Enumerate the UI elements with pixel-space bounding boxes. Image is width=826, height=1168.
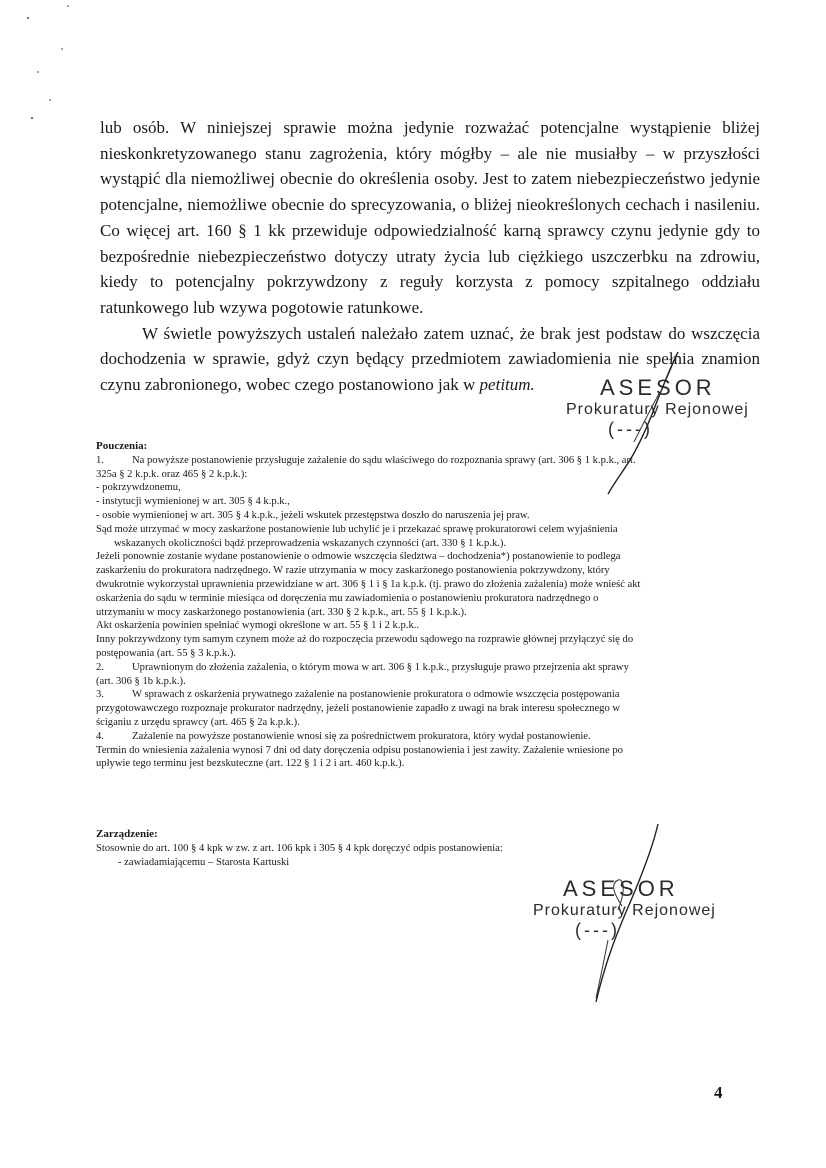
decision-body bbox=[100, 115, 760, 398]
instruction-line: - osobie wymienionej w art. 305 § 4 k.p.k., jeżeli wskutek przestępstwa doszło do naruszenia jej praw. bbox=[96, 509, 530, 521]
instruction-line: oskarżenia do sądu w terminie miesiąca od doręczenia mu zawiadomienia o postanowieniu prokuratora nadrzędnego o bbox=[96, 592, 599, 604]
instruction-line: dwukrotnie wykorzystał uprawnienia przewidziane w art. 306 § 1 i § 1a k.p.k. (tj. prawo do złożenia zażalenia) może wnieść akt bbox=[96, 578, 641, 590]
instruction-line: Sąd może utrzymać w mocy zaskarżone postanowienie lub uchylić je i przekazać sprawę prokuratorowi celem wyjaśnienia bbox=[96, 523, 618, 535]
order-title: Zarządzenie: bbox=[96, 828, 158, 840]
instruction-3: 3. W sprawach z oskarżenia prywatnego zażalenie na postanowienie prokuratora o odmowie wszczęcia postępowania bbox=[96, 689, 620, 701]
paragraph-1: lub osób. W niniejszej sprawie można jedynie rozważać potencjalne wystąpienie bliżej nieskonkretyzowanego stanu zagrożenia, który mógłby – ale nie musiałby – w przyszłości wystąpić dla niemożliwej obecnie do określenia osoby. Jest to zatem niebezpieczeństwo jedynie potencjalne, niemożliwe obecnie do sprecyzowania, o bliżej nieokreślonych cechach i nasileniu. Co więcej art. 160 § 1 kk przewiduje odpowiedzialność karną sprawcy czynu jedynie gdy to bezpośrednie niebezpieczeństwo dotyczy utraty życia lub ciężkiego uszczerbku na zdrowiu, kiedy to potencjalny pokrzywdzony z reguły korzysta z pomocy szpitalnego oddziału ratunkowego lub wzywa pogotowie ratunkowe. bbox=[100, 118, 760, 317]
instruction-line: przygotowawczego rozpoznaje prokurator nadrzędny, jeżeli postanowienie zapadło z uwagi na brak interesu społecznego w bbox=[96, 703, 621, 715]
order-section bbox=[96, 828, 722, 869]
prosecutor-stamp bbox=[566, 375, 749, 440]
instruction-line: wskazanych okoliczności bądź przeprowadzenia wskazanych czynności (art. 330 § 1 k.p.k.). bbox=[114, 537, 507, 549]
stamp-title: ASESOR bbox=[563, 876, 679, 901]
instruction-line: 325a § 2 k.p.k. oraz 465 § 2 k.p.k.): bbox=[96, 468, 248, 480]
stamp-signature-placeholder: (---) bbox=[575, 920, 620, 940]
instruction-line: Jeżeli ponownie zostanie wydane postanowienie o odmowie wszczęcia śledztwa – dochodzenia*) postanowienie to podlega bbox=[96, 551, 621, 563]
instruction-line: Termin do wniesienia zażalenia wynosi 7 dni od daty doręczenia odpisu postanowienia i jest zawity. Zażalenie wniesione po bbox=[96, 744, 623, 756]
order-recipient: - zawiadamiającemu – Starosta Kartuski bbox=[118, 856, 290, 868]
instruction-line: zaskarżeniu do prokuratora nadrzędnego. W razie utrzymania w mocy zaskarżonego postanowienia pokrzywdzony, który bbox=[96, 565, 610, 577]
stamp-signature-placeholder: (---) bbox=[608, 419, 653, 439]
page-number: 4 bbox=[714, 1083, 723, 1102]
instruction-line: utrzymaniu w mocy zaskarżonego postanowienia (art. 330 § 2 k.p.k., art. 55 § 1 k.p.k.). bbox=[96, 606, 467, 618]
instruction-line: Akt oskarżenia powinien spełniać wymogi określone w art. 55 § 1 i 2 k.p.k.. bbox=[96, 620, 420, 632]
stamp-title: ASESOR bbox=[600, 375, 716, 400]
paragraph-2-text: W świetle powyższych ustaleń należało zatem uznać, że brak jest podstaw do wszczęcia dochodzenia w sprawie, gdyż czyn będący przedmiotem zawiadomienia nie spełnia znamion czynu zabronionego, wobec czego postanowiono jak w bbox=[100, 323, 760, 395]
order-line: Stosownie do art. 100 § 4 kpk w zw. z art. 106 kpk i 305 § 4 kpk doręczyć odpis postanowienia: bbox=[96, 842, 503, 854]
instruction-line: upływie tego terminu jest bezskuteczne (art. 122 § 1 i 2 i art. 460 k.p.k.). bbox=[96, 758, 405, 770]
instruction-line: Inny pokrzywdzony tym samym czynem może aż do rozpoczęcia przewodu sądowego na rozprawie głównej przyłączyć się do bbox=[96, 634, 634, 646]
instruction-1: 1. Na powyższe postanowienie przysługuje zażalenie do sądu właściwego do rozpoznania sprawy (art. 306 § 1 k.p.k., art. bbox=[96, 454, 636, 466]
instruction-2: 2. Uprawnionym do złożenia zażalenia, o którym mowa w art. 306 § 1 k.p.k., przysługuje prawo przejrzenia akt sprawy bbox=[96, 661, 629, 673]
instruction-line: ściganiu z urzędu sprawcy (art. 465 § 2a k.p.k.). bbox=[96, 716, 300, 728]
instructions-title: Pouczenia: bbox=[96, 440, 148, 452]
instruction-4: 4. Zażalenie na powyższe postanowienie wnosi się za pośrednictwem prokuratora, który wydał postanowienie. bbox=[96, 730, 591, 742]
instruction-line: postępowania (art. 55 § 3 k.p.k.). bbox=[96, 647, 237, 659]
instructions-section bbox=[96, 440, 722, 771]
prosecutor-stamp-2 bbox=[533, 876, 716, 941]
instruction-line: - pokrzywdzonemu, bbox=[96, 482, 181, 494]
petitum-word: petitum. bbox=[479, 375, 535, 395]
stamp-office: Prokuratury Rejonowej bbox=[566, 401, 749, 418]
stamp-office: Prokuratury Rejonowej bbox=[533, 902, 716, 919]
instruction-line: - instytucji wymienionej w art. 305 § 4 k.p.k., bbox=[96, 496, 290, 508]
instruction-line: (art. 306 § 1b k.p.k.). bbox=[96, 675, 186, 687]
